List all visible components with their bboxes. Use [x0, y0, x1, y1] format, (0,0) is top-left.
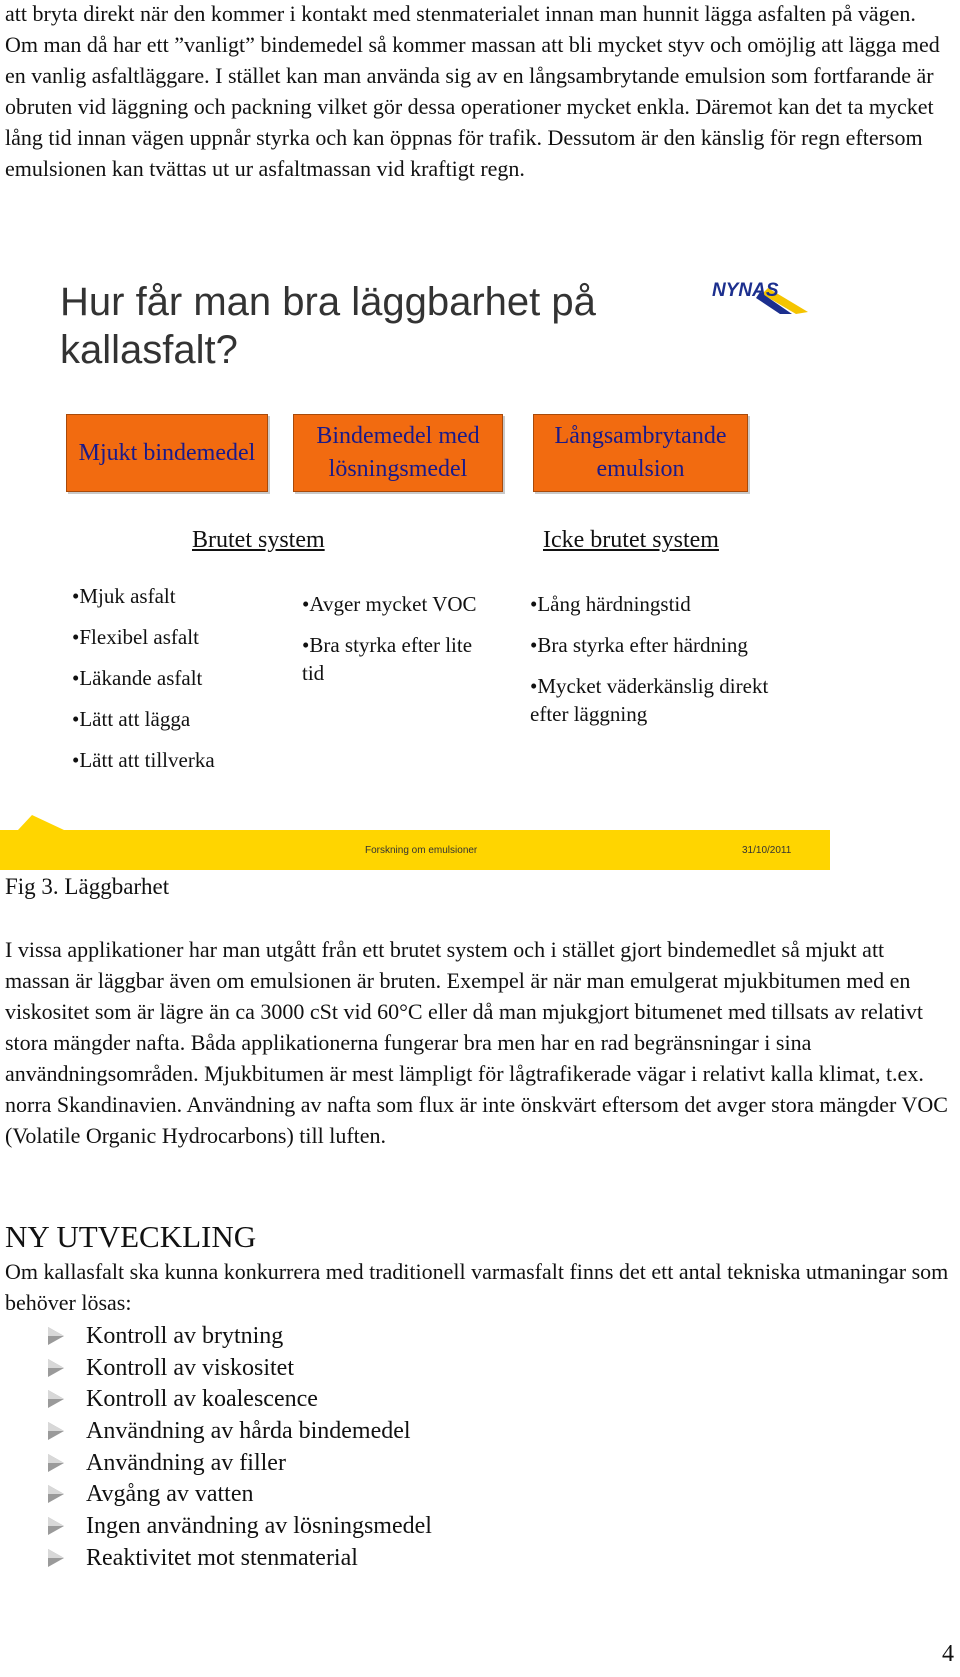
unbroken-system-label: Icke brutet system: [543, 527, 719, 553]
box-binder-with-solvent: [293, 414, 503, 492]
list-item: [44, 1478, 432, 1510]
footer-date: 31/10/2011: [742, 845, 792, 856]
footer-band: [0, 808, 830, 870]
list-item: • Lätt att tillverka: [72, 747, 215, 788]
list-item: [44, 1542, 432, 1574]
list-item-label: Användning av hårda bindemedel: [86, 1417, 411, 1444]
footer-band-shape: [0, 815, 830, 870]
list-item-label: Kontroll av viskositet: [86, 1354, 294, 1381]
list-item-label: Ingen användning av lösningsmedel: [86, 1512, 432, 1539]
list-item: • Mjuk asfalt: [72, 583, 215, 624]
list-item: • Läkande asfalt: [72, 665, 215, 706]
page-number: 4: [942, 1641, 954, 1667]
arrow-bullet-icon: [44, 1325, 66, 1347]
list-item: • Mycket väderkänslig direkt efter läggning: [530, 672, 790, 728]
list-item: • Flexibel asfalt: [72, 624, 215, 665]
list-item: [44, 1447, 432, 1479]
arrow-bullet-icon: [44, 1452, 66, 1474]
box-slow-breaking-emulsion: [533, 414, 748, 492]
solvent-binder-properties: [302, 590, 497, 700]
list-item: • Lätt att lägga: [72, 706, 215, 747]
list-item-label: Avgång av vatten: [86, 1481, 254, 1508]
emulsion-properties: [530, 590, 790, 741]
list-item: [44, 1415, 432, 1447]
box-slow-breaking-emulsion-label: Långsambrytande emulsion: [554, 423, 727, 482]
intro-paragraph: att bryta direkt när den kommer i kontakt med stenmaterialet innan man hunnit lägga asfalten på vägen. Om man då har ett ”vanligt” bindemedel så kommer massan att bli mycket styv och omöjlig att lägga med en vanlig asfaltläggare. I stället kan man använda sig av en långsambrytande emulsion som fortfarande är obruten vid läggning och packning vilket gör dessa operationer mycket enkla. Däremot kan det ta mycket lång tid innan vägen uppnår styrka och kan öppnas för trafik. Dessutom är den känslig för regn eftersom emulsionen kan tvättas ut ur asfaltmassan vid kraftigt regn.: [5, 1, 940, 181]
arrow-bullet-icon: [44, 1420, 66, 1442]
box-binder-with-solvent-label: Bindemedel med lösningsmedel: [316, 423, 480, 482]
body-paragraph: I vissa applikationer har man utgått från ett brutet system och i stället gjort bindemedlet så mjukt att massan är läggbar även om emulsionen är bruten. Exempel är när man emulgerat mjukbitumen med en viskositet som är lägre än ca 3000 cSt vid 60°C eller då man mjukgjort bitumenet med tillsats av relativt stora mängder nafta. Båda applikationerna fungerar bra men har en rad begränsningar i sina användningsområden. Mjukbitumen är mest lämpligt för lågtrafikerade vägar i relativt kalla klimat, t.ex. norra Skandinavien. Användning av nafta som flux är inte önskvärt eftersom det avger stora mängder VOC (Volatile Organic Hydrocarbons) till luften.: [5, 937, 948, 1148]
logo-text: NYNAS: [712, 280, 779, 301]
list-item: • Lång härdningstid: [530, 590, 790, 618]
box-soft-binder-label: Mjukt bindemedel: [78, 439, 256, 466]
arrow-bullet-icon: [44, 1515, 66, 1537]
list-item: [44, 1383, 432, 1415]
arrow-bullet-icon: [44, 1388, 66, 1410]
box-soft-binder: [66, 414, 268, 492]
list-item-label: Kontroll av brytning: [86, 1322, 284, 1349]
section-heading: NY UTVECKLING: [5, 1219, 257, 1254]
footer-title: Forskning om emulsioner: [365, 845, 478, 856]
slide-figure: [0, 250, 830, 870]
list-item-label: Reaktivitet mot stenmaterial: [86, 1544, 358, 1571]
list-item: • Bra styrka efter lite tid: [302, 631, 497, 687]
arrow-bullet-icon: [44, 1547, 66, 1569]
soft-binder-properties: [72, 583, 215, 788]
slide-title: Hur får man bra läggbarhet på kallasfalt?: [60, 280, 596, 372]
challenge-list: [44, 1320, 432, 1574]
list-item: • Bra styrka efter härdning: [530, 631, 790, 659]
section-paragraph: Om kallasfalt ska kunna konkurrera med traditionell varmasfalt finns det ett antal tekniska utmaningar som behöver lösas:: [5, 1259, 949, 1315]
broken-system-label: Brutet system: [192, 527, 325, 553]
list-item: [44, 1352, 432, 1384]
list-item-label: Kontroll av koalescence: [86, 1386, 318, 1413]
nynas-logo: [710, 272, 808, 314]
arrow-bullet-icon: [44, 1357, 66, 1379]
arrow-bullet-icon: [44, 1483, 66, 1505]
list-item: [44, 1510, 432, 1542]
list-item: • Avger mycket VOC: [302, 590, 497, 618]
list-item: [44, 1320, 432, 1352]
list-item-label: Användning av filler: [86, 1449, 286, 1476]
figure-caption: Fig 3. Läggbarhet: [5, 874, 170, 899]
